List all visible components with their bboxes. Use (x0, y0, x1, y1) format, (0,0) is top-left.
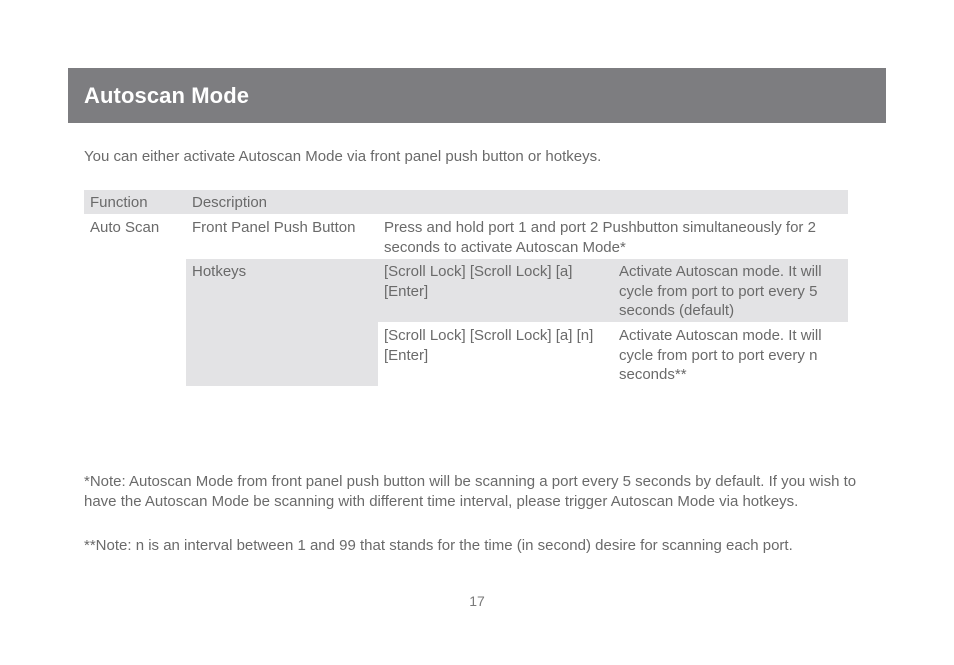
section-title-bar (68, 68, 886, 123)
page-number: 17 (469, 593, 485, 609)
hotkey-description-custom: Activate Autoscan mode. It will cycle from port to port every n seconds** (619, 327, 822, 383)
hotkey-description-default: Activate Autoscan mode. It will cycle from port to port every 5 seconds (default) (613, 259, 848, 322)
hotkey-keys-default: [Scroll Lock] [Scroll Lock] [a] [Enter] (378, 259, 613, 322)
method-hotkeys: Hotkeys (186, 259, 378, 386)
header-function: Function (90, 194, 148, 211)
hotkey-keys-custom: [Scroll Lock] [Scroll Lock] [a] [n] [Enter] (384, 327, 594, 364)
intro-text: You can either activate Autoscan Mode via front panel push button or hotkeys. (84, 148, 602, 165)
method-front-panel: Front Panel Push Button (192, 219, 356, 236)
front-panel-description: Press and hold port 1 and port 2 Pushbutton simultaneously for 2 seconds to activate Autoscan Mode* (384, 219, 816, 256)
header-description: Description (192, 194, 268, 211)
footnote-front-panel: *Note: Autoscan Mode from front panel push button will be scanning a port every 5 seconds by default. If you wish to have the Autoscan Mode be scanning with different time interval, please trigger Autoscan Mode via hotkeys. (84, 473, 857, 510)
footnote-interval: **Note: n is an interval between 1 and 99 that stands for the time (in second) desire for scanning each port. (84, 537, 793, 554)
page-title: Autoscan Mode (84, 83, 250, 108)
function-cell-auto-scan: Auto Scan (90, 219, 160, 236)
